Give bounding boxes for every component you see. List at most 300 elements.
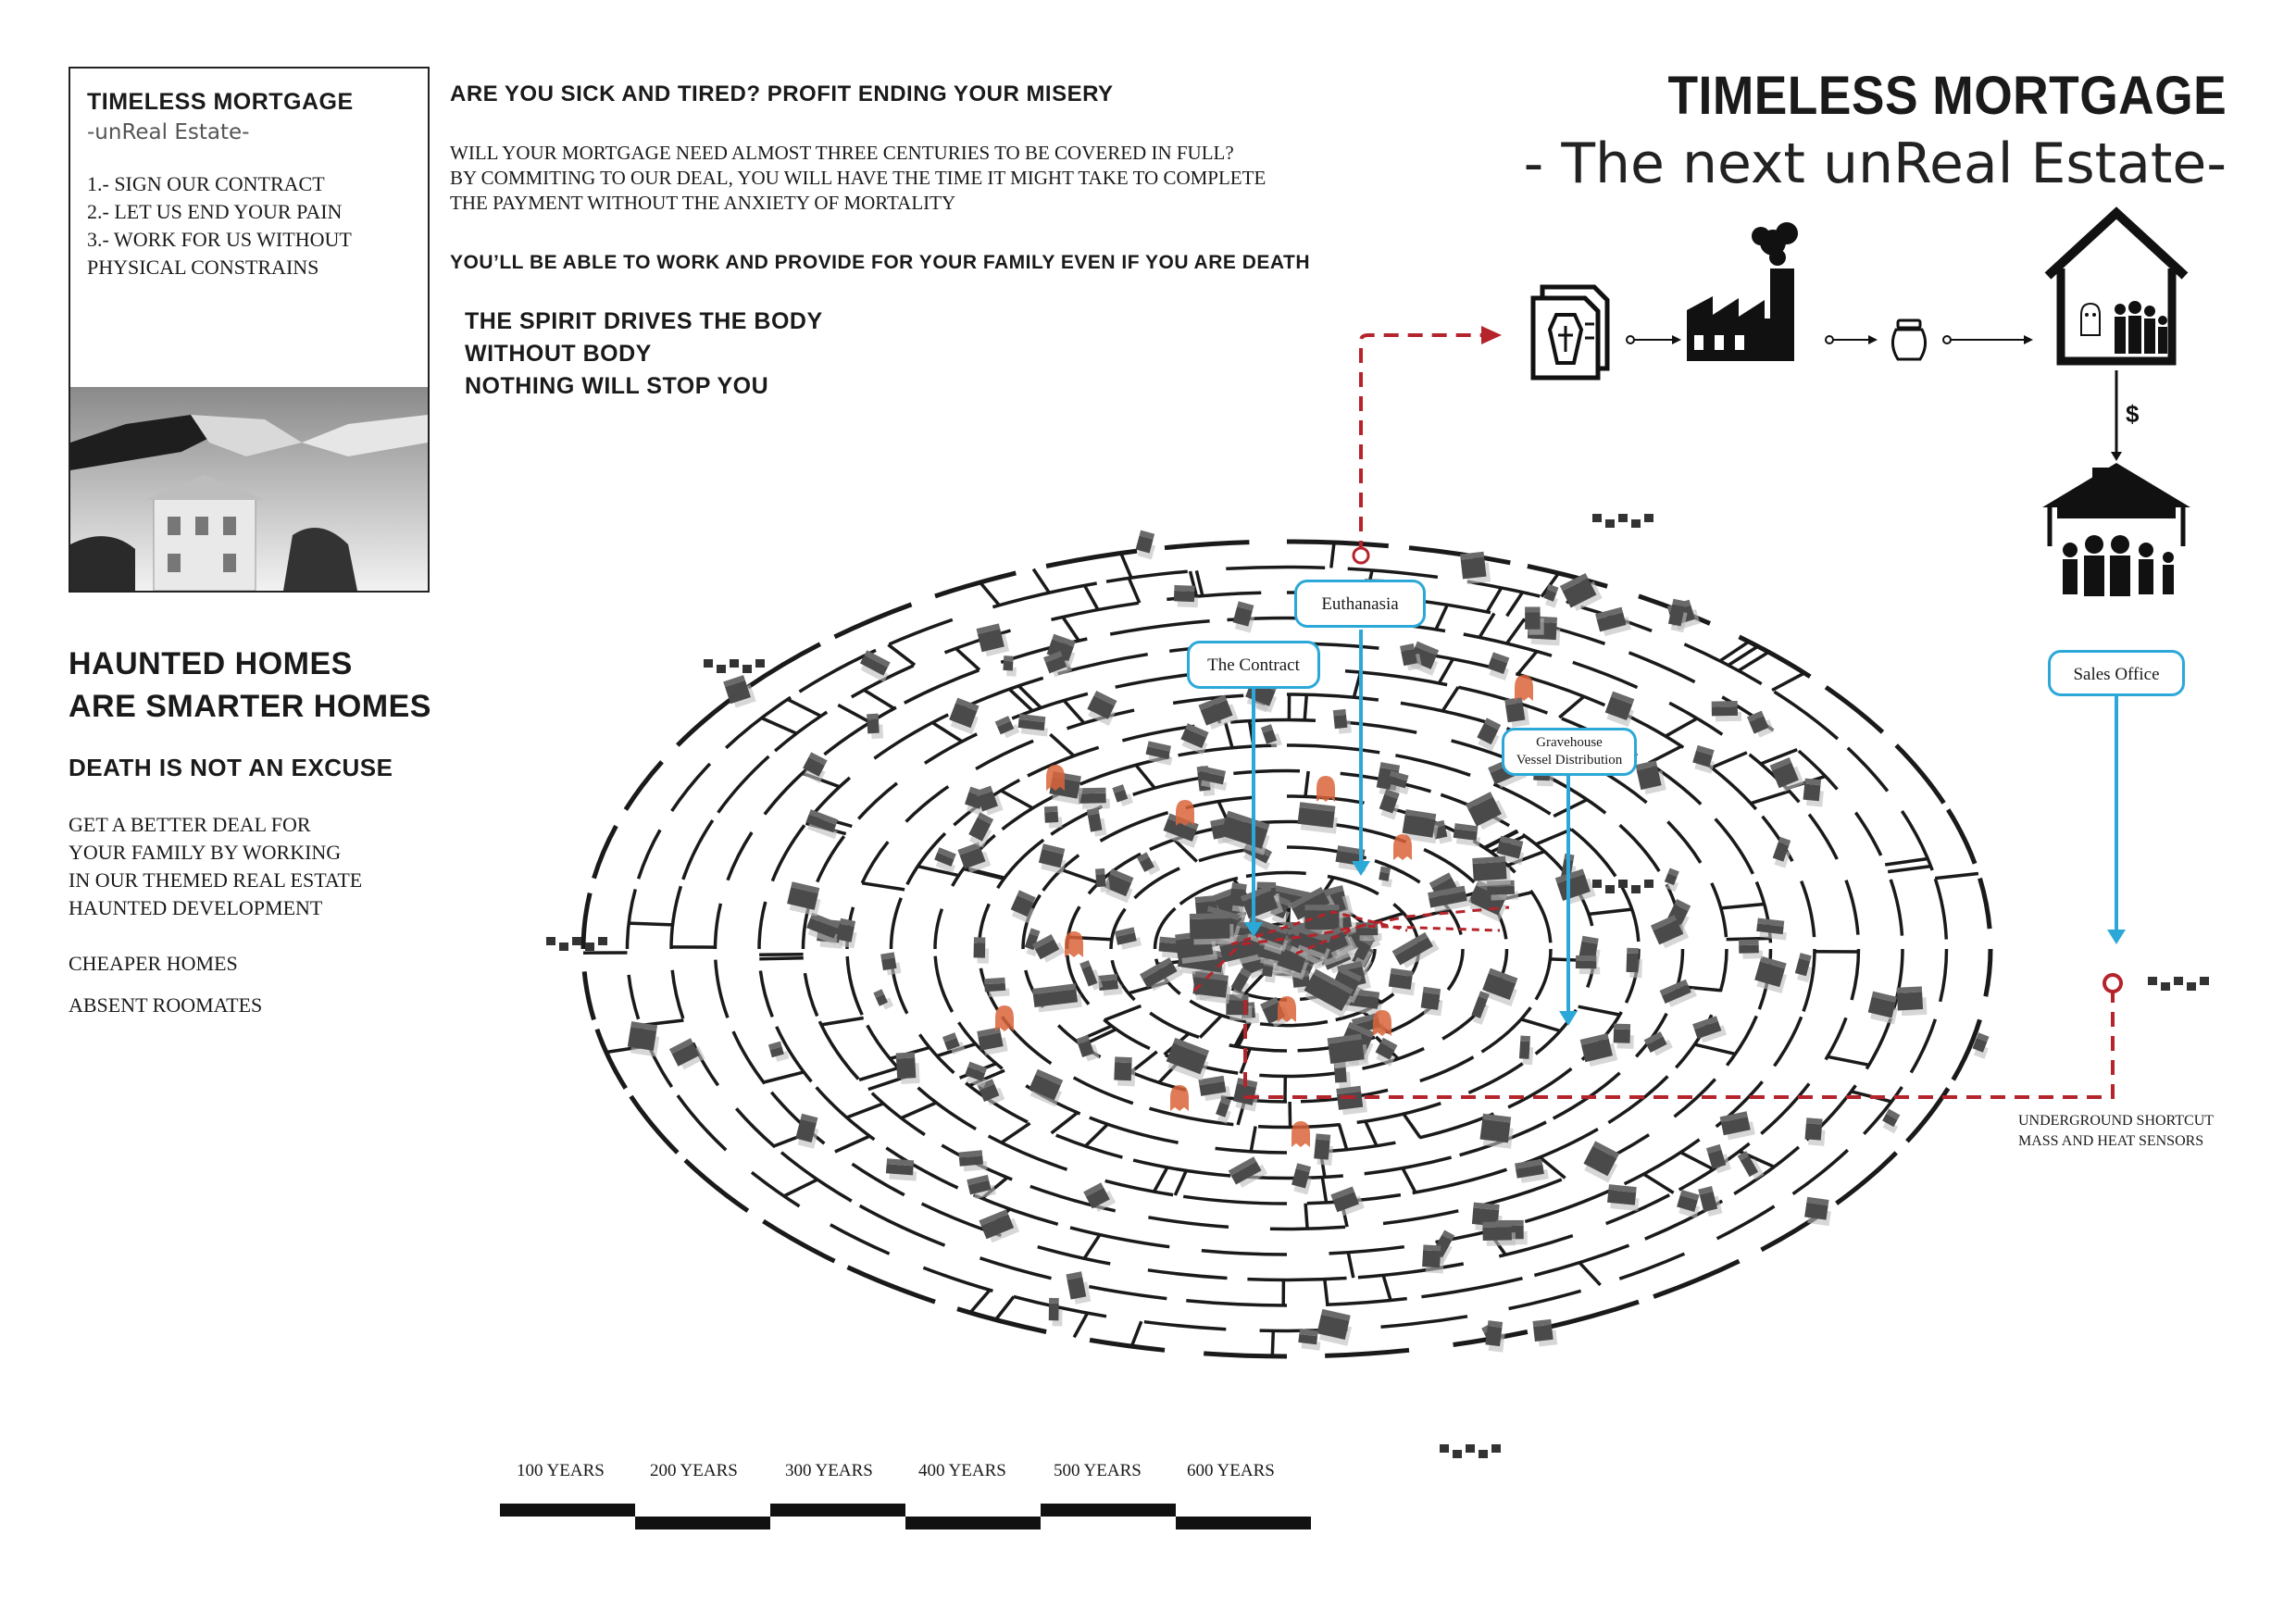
building xyxy=(1580,1032,1618,1067)
building xyxy=(966,812,996,847)
maze-wall xyxy=(759,902,766,949)
excuse-heading: DEATH IS NOT AN EXCUSE xyxy=(69,754,393,781)
timeline-segment xyxy=(1176,1517,1311,1529)
maze-wall xyxy=(970,1290,990,1313)
maze-wall xyxy=(1775,692,1838,739)
maze-wall xyxy=(1226,568,1325,569)
maze-wall xyxy=(1325,1280,1328,1305)
maze-wall xyxy=(1421,1279,1522,1297)
maze-wall xyxy=(1033,569,1049,593)
building xyxy=(1560,571,1603,613)
maze-wall xyxy=(1381,1317,1468,1328)
building xyxy=(958,1150,987,1172)
outer-building xyxy=(730,659,739,668)
maze-wall xyxy=(1322,1178,1326,1203)
maze-wall xyxy=(1401,703,1497,725)
timeline-segment xyxy=(770,1504,905,1517)
maze-wall xyxy=(1436,605,1447,630)
card-step: 3.- WORK FOR US WITHOUT xyxy=(87,228,352,251)
maze-wall xyxy=(1740,637,1811,677)
sales-office-callout[interactable]: Sales Office xyxy=(2048,650,2185,696)
card-subtitle: -unReal Estate- xyxy=(87,120,250,144)
ghost-icon xyxy=(995,1005,1014,1031)
maze-wall xyxy=(1720,949,1727,992)
building xyxy=(979,1208,1019,1244)
maze-wall xyxy=(597,1030,626,1089)
building xyxy=(1190,913,1234,944)
outer-building xyxy=(1605,885,1615,893)
maze-wall xyxy=(1186,1301,1287,1305)
building xyxy=(1297,802,1340,833)
maze-wall xyxy=(1144,1322,1226,1330)
maze-wall xyxy=(1133,777,1209,795)
maze-wall xyxy=(1230,720,1316,722)
outer-building xyxy=(598,937,607,945)
building xyxy=(1555,868,1596,906)
euthanasia-callout[interactable]: Euthanasia xyxy=(1294,580,1426,628)
main-title: TIMELESS MORTGAGE xyxy=(1667,66,2227,126)
maze-wall xyxy=(1761,1083,1809,1133)
timeline-segment xyxy=(500,1504,635,1517)
arrow-connector xyxy=(1826,335,1878,344)
outer-building xyxy=(1618,880,1628,888)
maze-wall xyxy=(1712,753,1747,768)
maze-wall xyxy=(805,973,817,1016)
maze-wall xyxy=(1589,909,1632,914)
maze-wall xyxy=(752,1172,800,1206)
maze-wall xyxy=(628,889,636,949)
building xyxy=(1532,1318,1557,1347)
route-to-process xyxy=(1361,335,1495,556)
maze-wall xyxy=(626,762,662,810)
maze-wall xyxy=(1536,830,1571,844)
building xyxy=(977,622,1010,657)
maze-wall xyxy=(1343,722,1416,732)
maze-wall xyxy=(862,842,888,883)
maze-wall xyxy=(1573,662,1638,687)
timeline-segment xyxy=(1041,1504,1176,1517)
maze-wall xyxy=(1085,585,1099,609)
maze-wall xyxy=(1846,880,1858,935)
maze-wall xyxy=(1383,1211,1458,1224)
maze-wall xyxy=(1828,1056,1869,1065)
building xyxy=(1017,714,1050,737)
maze-wall xyxy=(862,883,905,890)
maze-wall xyxy=(1133,1160,1230,1176)
deal-line: YOUR FAMILY BY WORKING xyxy=(69,841,342,864)
maze-wall xyxy=(1070,1228,1169,1247)
maze-wall xyxy=(1621,886,1638,942)
card-step: PHYSICAL CONSTRAINS xyxy=(87,256,319,279)
maze-wall xyxy=(923,1267,992,1291)
arrow-connector xyxy=(1627,335,1681,344)
timeline-label: 100 YEARS xyxy=(517,1461,605,1480)
urn-icon xyxy=(1892,320,1925,359)
building xyxy=(1114,1056,1136,1086)
maze-wall xyxy=(1106,571,1188,581)
building xyxy=(1044,805,1063,828)
building xyxy=(1373,1038,1401,1067)
building xyxy=(1466,790,1507,831)
maze-wall xyxy=(1348,1253,1354,1278)
building xyxy=(1032,983,1082,1013)
building xyxy=(1738,1149,1765,1181)
maze-wall xyxy=(1479,614,1494,638)
maze-wall xyxy=(859,1068,898,1080)
maze-wall xyxy=(905,670,980,704)
building xyxy=(873,988,893,1012)
building xyxy=(1087,807,1107,838)
ad-body-line: WILL YOUR MORTGAGE NEED ALMOST THREE CENTURIES TO BE COVERED IN FULL? xyxy=(450,142,1234,164)
maze-wall xyxy=(1226,723,1232,748)
timeline-label: 500 YEARS xyxy=(1054,1461,1142,1480)
maze-wall xyxy=(678,699,731,745)
maze-wall xyxy=(935,909,942,949)
building xyxy=(1472,856,1511,887)
building xyxy=(1112,783,1133,807)
timeline-label: 600 YEARS xyxy=(1187,1461,1275,1480)
maze-wall xyxy=(1649,746,1682,763)
maze-wall xyxy=(830,1225,890,1254)
maze-wall xyxy=(716,960,728,1018)
maze-wall xyxy=(1200,1016,1222,1038)
building xyxy=(1479,1114,1515,1149)
maze-wall xyxy=(1772,673,1804,691)
maze-wall xyxy=(1986,949,1990,996)
maze-wall xyxy=(1148,1270,1228,1279)
building xyxy=(1226,994,1252,1020)
maze-wall xyxy=(1666,718,1697,736)
maze-wall xyxy=(1247,1279,1346,1280)
maze-wall xyxy=(1331,543,1334,568)
outer-building xyxy=(742,665,752,673)
main-subtitle: - The next unReal Estate- xyxy=(1523,131,2227,196)
maze-wall xyxy=(1233,771,1300,774)
ghost-icon xyxy=(1176,800,1194,826)
maze-wall xyxy=(1625,1140,1700,1184)
maze-wall xyxy=(1888,867,1930,872)
outer-building xyxy=(585,943,594,951)
maze-wall xyxy=(817,1087,875,1139)
maze-wall xyxy=(1911,1019,1935,1073)
building xyxy=(1720,1110,1755,1141)
building xyxy=(1316,1309,1354,1346)
timeline-label: 200 YEARS xyxy=(650,1461,738,1480)
maze-wall xyxy=(629,923,672,925)
building xyxy=(1644,1030,1673,1057)
spirit-line: WITHOUT BODY xyxy=(465,341,652,367)
maze-wall xyxy=(1358,1264,1464,1278)
family-house-icon xyxy=(2042,463,2190,596)
outer-building xyxy=(1631,519,1641,528)
timeline-label: 400 YEARS xyxy=(918,1461,1006,1480)
deal-line: IN OUR THEMED REAL ESTATE xyxy=(69,868,363,892)
maze-wall xyxy=(1251,1127,1255,1152)
gravehouse-callout-line: Gravehouse xyxy=(1536,735,1603,750)
maze-wall xyxy=(1383,1275,1391,1300)
outer-building xyxy=(572,937,581,945)
outer-building xyxy=(1453,1450,1462,1458)
building xyxy=(1753,956,1791,993)
maze-wall xyxy=(1202,1251,1287,1255)
ad-body-line: BY COMMITING TO OUR DEAL, YOU WILL HAVE THE TIME IT MIGHT TAKE TO COMPLETE xyxy=(450,167,1267,189)
deal-line: HAUNTED DEVELOPMENT xyxy=(69,896,323,919)
maze-wall xyxy=(736,1108,775,1147)
building xyxy=(669,1036,705,1071)
maze-wall xyxy=(678,1095,726,1150)
maze-wall xyxy=(1948,810,1975,864)
maze-wall xyxy=(1507,593,1523,617)
maze-wall xyxy=(1089,1287,1167,1299)
maze-wall xyxy=(1509,1291,1581,1308)
outer-building xyxy=(1479,1450,1488,1458)
timeline-scale-bar xyxy=(500,1504,1311,1529)
maze-wall xyxy=(821,1018,864,1025)
building xyxy=(885,1158,917,1180)
outer-building xyxy=(1644,514,1653,522)
maze-wall xyxy=(1018,686,1041,708)
maze-wall xyxy=(835,605,912,637)
maze-wall xyxy=(858,783,897,819)
maze-wall xyxy=(892,898,902,949)
ghost-icon xyxy=(1393,834,1412,860)
building xyxy=(1663,868,1683,892)
maze-wall xyxy=(631,1096,678,1153)
shortcut-line: MASS AND HEAT SENSORS xyxy=(2018,1133,2204,1149)
maze-wall xyxy=(995,1297,1014,1320)
gravehouse-leader-arrow xyxy=(1559,1011,1578,1026)
maze-wall xyxy=(1085,1124,1107,1146)
maze-wall xyxy=(671,886,680,949)
maze-wall xyxy=(824,707,896,755)
maze-wall xyxy=(1935,879,1946,939)
building xyxy=(1165,1038,1213,1080)
maze-wall xyxy=(764,1072,805,1082)
building xyxy=(1218,811,1273,855)
maze-wall xyxy=(1571,830,1616,877)
building xyxy=(1482,1221,1516,1246)
maze-wall xyxy=(1340,1125,1347,1150)
maze-wall xyxy=(583,893,590,949)
maze-wall xyxy=(1467,581,1540,596)
maze-wall xyxy=(1064,701,1084,723)
maze-wall xyxy=(1393,905,1418,943)
maze-wall xyxy=(1809,815,1837,859)
maze-wall xyxy=(1121,553,1131,578)
maze-wall xyxy=(1559,696,1584,718)
maze-wall xyxy=(1694,1044,1735,1054)
building xyxy=(1803,1197,1832,1226)
maze-wall xyxy=(1826,687,1882,732)
maze-wall xyxy=(864,690,894,708)
building xyxy=(627,1021,661,1056)
maze-wall xyxy=(733,1031,765,1083)
route-start-marker xyxy=(1354,548,1368,563)
maze-wall xyxy=(1287,745,1379,753)
ad-headline: ARE YOU SICK AND TIRED? PROFIT ENDING YOUR MISERY xyxy=(450,81,1114,106)
building xyxy=(1706,1143,1731,1175)
contract-callout[interactable]: The Contract xyxy=(1187,641,1320,689)
maze-wall xyxy=(989,1136,1067,1169)
maze-wall xyxy=(1413,1169,1507,1192)
maze-wall xyxy=(1826,1017,1846,1059)
building xyxy=(1336,1085,1367,1115)
ghost-icon xyxy=(1065,931,1083,957)
maze-wall xyxy=(1608,1077,1667,1123)
outer-building xyxy=(1644,880,1653,888)
maze-wall xyxy=(1229,1045,1287,1051)
maze-wall xyxy=(1175,1170,1186,1195)
maze-wall xyxy=(1546,776,1605,813)
timeline-segment xyxy=(635,1517,770,1529)
maze-wall xyxy=(1507,620,1524,643)
maze-wall xyxy=(998,840,1044,888)
maze-wall xyxy=(1775,1017,1802,1066)
maze-wall xyxy=(1848,748,1888,792)
building xyxy=(967,1174,996,1200)
maze-wall xyxy=(1980,879,1990,930)
maze-wall xyxy=(1090,1340,1165,1350)
building xyxy=(1229,1155,1267,1189)
maze-wall xyxy=(1050,734,1074,755)
maze-wall xyxy=(1855,813,1880,855)
outer-building xyxy=(1631,885,1641,893)
gravehouse-callout[interactable] xyxy=(1502,728,1637,776)
factory-icon xyxy=(1687,222,1798,361)
building xyxy=(1485,1320,1506,1352)
building xyxy=(1378,867,1394,888)
maze-wall xyxy=(1154,1167,1167,1192)
maze-wall xyxy=(1131,1321,1142,1346)
maze-wall xyxy=(1395,755,1470,776)
maze-wall xyxy=(639,830,660,879)
haunted-title-line: ARE SMARTER HOMES xyxy=(69,689,431,724)
maze-wall xyxy=(1002,1123,1030,1142)
maze-wall xyxy=(1653,1261,1739,1296)
dollar-sign: $ xyxy=(2126,400,2140,428)
money-flow-arrow xyxy=(2111,452,2122,461)
maze-wall xyxy=(838,705,870,722)
maze-wall xyxy=(1305,771,1308,796)
ghost-icon xyxy=(1278,996,1296,1022)
maze-wall xyxy=(1629,653,1695,682)
outer-building xyxy=(2174,977,2183,985)
maze-wall xyxy=(1326,1299,1407,1305)
maze-wall xyxy=(1619,1254,1684,1279)
maze-wall xyxy=(1063,617,1079,641)
maze-wall xyxy=(1885,859,1928,866)
maze-wall xyxy=(1667,822,1701,863)
maze-wall xyxy=(1578,1006,1620,1015)
maze-wall xyxy=(1101,813,1168,842)
maze-wall xyxy=(1259,1073,1336,1076)
arrow-connector xyxy=(1943,335,2033,344)
maze-wall xyxy=(847,956,862,1015)
outer-building xyxy=(1440,1444,1449,1453)
maze-wall xyxy=(1508,1068,1571,1107)
maze-wall xyxy=(594,826,617,879)
maze-wall xyxy=(847,1104,884,1117)
maze-wall xyxy=(1290,1102,1291,1128)
building xyxy=(1214,1097,1235,1124)
building xyxy=(1115,927,1142,951)
maze-wall xyxy=(1530,891,1551,943)
haunted-house-icon xyxy=(2048,213,2185,361)
maze-wall xyxy=(1442,687,1458,711)
maze-wall xyxy=(1727,939,1770,940)
maze-wall xyxy=(762,718,797,734)
building xyxy=(880,952,901,976)
building xyxy=(1804,1117,1827,1146)
building xyxy=(1198,1075,1230,1102)
maze-wall xyxy=(935,956,952,1012)
maze-wall xyxy=(1348,568,1438,577)
maze-wall xyxy=(1150,1013,1199,1037)
outer-building xyxy=(2187,982,2196,991)
maze-wall xyxy=(1717,1206,1775,1239)
outer-building xyxy=(2148,977,2157,985)
maze-wall xyxy=(1305,1204,1307,1229)
maze-wall xyxy=(1329,1247,1404,1254)
maze-wall xyxy=(1579,1263,1601,1285)
maze-wall xyxy=(935,573,1016,596)
maze-wall xyxy=(1404,1114,1420,1138)
maze-wall xyxy=(1721,905,1765,908)
maze-wall xyxy=(956,648,980,669)
maze-wall xyxy=(1517,652,1537,675)
deal-line: GET A BETTER DEAL FOR xyxy=(69,813,311,836)
maze-wall xyxy=(1890,880,1902,936)
maze-wall xyxy=(728,832,752,880)
maze-wall xyxy=(1061,869,1099,882)
sales-office-marker xyxy=(2104,975,2121,992)
maze-wall xyxy=(775,712,827,751)
outer-building xyxy=(1592,514,1602,522)
maze-wall xyxy=(1487,588,1502,612)
maze-wall xyxy=(888,644,915,665)
building xyxy=(1581,1141,1623,1182)
maze-wall xyxy=(872,1093,925,1135)
building xyxy=(1475,718,1504,751)
maze-wall xyxy=(1001,791,1032,808)
building xyxy=(1897,986,1928,1016)
building xyxy=(1079,788,1110,809)
maze-wall xyxy=(1105,1180,1173,1194)
outer-building xyxy=(546,937,555,945)
outer-building xyxy=(559,943,568,951)
maze-wall xyxy=(1357,1104,1441,1123)
timeline-segment xyxy=(905,1517,1041,1529)
building xyxy=(1614,1024,1635,1049)
maze-wall xyxy=(1534,1245,1628,1275)
maze-wall xyxy=(1521,1019,1560,1031)
outer-building xyxy=(1592,880,1602,888)
maze-wall xyxy=(759,958,804,959)
maze-wall xyxy=(817,836,844,881)
ghost-icon xyxy=(1373,1010,1391,1036)
building xyxy=(1771,837,1794,868)
maze-wall xyxy=(925,734,977,764)
maze-wall xyxy=(1620,825,1660,871)
maze-wall xyxy=(1116,675,1188,687)
maze-wall xyxy=(1751,792,1790,804)
building xyxy=(1541,584,1562,608)
maze-wall xyxy=(1720,642,1749,661)
maze-wall xyxy=(860,1205,945,1245)
maze-wall xyxy=(1052,1113,1078,1133)
maze-wall xyxy=(1837,1153,1897,1204)
timeline-label: 300 YEARS xyxy=(785,1461,873,1480)
